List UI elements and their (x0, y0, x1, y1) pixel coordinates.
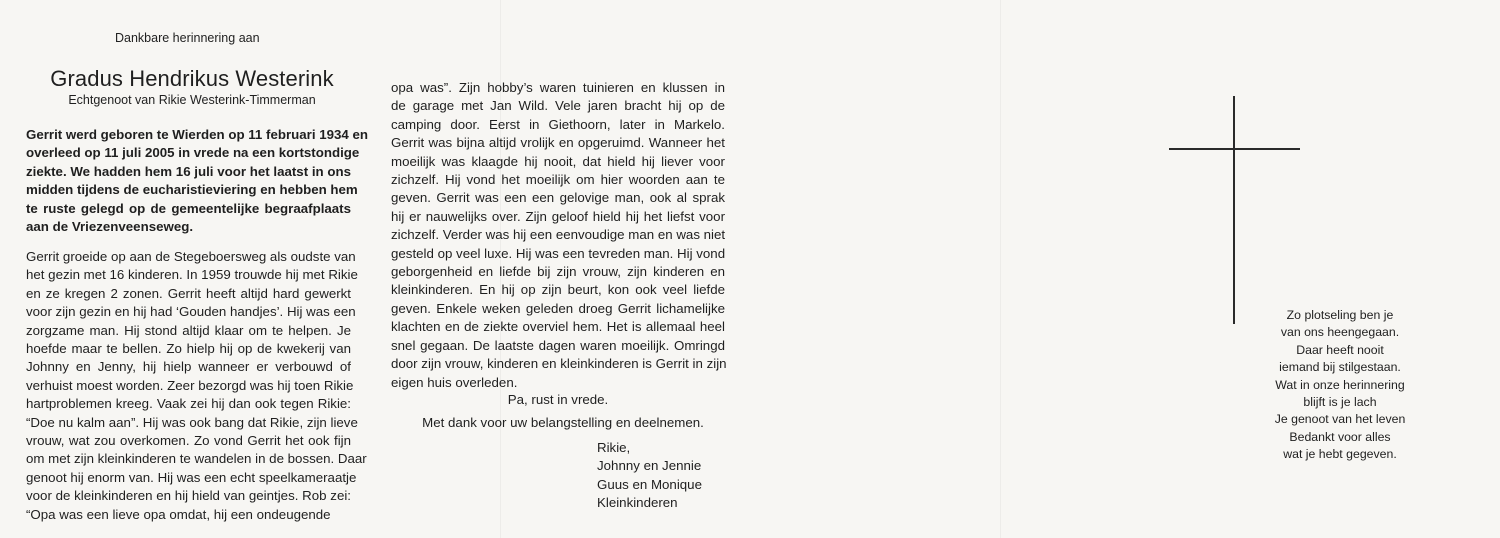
text-line: Johnny en Jenny, hij hielp wanneer er verbouwd of (26, 359, 351, 375)
text-line: voor de kleinkinderen en hij hield van geintjes. Rob zei: (26, 488, 351, 504)
poem-line: iemand bij stilgestaan. (1279, 360, 1401, 375)
lead-line: Gerrit werd geboren te Wierden op 11 februari 1934 en (26, 127, 369, 142)
poem-line: Wat in onze herinnering (1275, 377, 1405, 392)
fold-line (1000, 0, 1001, 538)
text-line: de garage met Jan Wild. Vele jaren bracht hij op de (391, 98, 725, 114)
poem-line: blijft is je lach (1303, 395, 1377, 410)
text-line: moeilijk was klaagde hij nooit, dat hield hij liever voor (391, 153, 725, 169)
rest-in-peace-line: Pa, rust in vrede. (507, 392, 609, 407)
lead-line: overleed op 11 juli 2005 in vrede na een kortstondige (26, 145, 360, 161)
text-line: geborgenheid en liefde bij zijn vrouw, zijn kinderen en (391, 264, 725, 280)
poem-line: van ons heengegaan. (1280, 325, 1400, 340)
poem-line: Bedankt voor alles (1289, 429, 1391, 444)
text-line: genoot hij enorm van. Hij was een echt speelkameraatje (26, 469, 357, 485)
text-line: en ze kregen 2 zonen. Gerrit heeft altijd hard gewerkt (26, 285, 351, 301)
poem-line: Daar heeft nooit (1296, 342, 1384, 357)
lead-line: midden tijdens de eucharistieviering en hebben hem (26, 182, 358, 198)
memorial-poem (1266, 307, 1414, 464)
biography-part-2 (391, 79, 725, 392)
text-line: zichzelf. Verder was hij een eenvoudige man en was niet (391, 227, 726, 243)
lead-line: te ruste gelegd op de gemeentelijke begraafplaats (26, 200, 351, 216)
signoff-line: Kleinkinderen (597, 495, 678, 511)
text-line: snel gegaan. De laatste dagen waren moeilijk. Omringd (391, 337, 725, 353)
biography-part-1 (26, 248, 367, 524)
text-line: hoefde maar te bellen. Zo hielp hij op de kwekerij van (26, 341, 351, 357)
text-line: eigen huis overleden. (391, 374, 518, 390)
deceased-name: Gradus Hendrikus Westerink (50, 66, 334, 91)
text-line: Gerrit groeide op aan de Stegeboersweg als oudste van (26, 249, 356, 264)
signoff-line: Guus en Monique (597, 476, 702, 492)
text-line: hartproblemen kreeg. Vaak zei hij dan ook tegen Rikie: (26, 396, 351, 412)
text-line: opa was”. Zijn hobby’s waren tuinieren en klussen in (391, 80, 725, 95)
text-line: het gezin met 16 kinderen. In 1959 trouwde hij met Rikie (26, 267, 358, 283)
text-line: door zijn vrouw, kinderen en kleinkinderen is Gerrit in zijn (391, 356, 727, 372)
family-signoff (597, 439, 702, 513)
signoff-line: Johnny en Jennie (597, 458, 702, 474)
lead-line: aan de Vriezenveenseweg. (26, 219, 194, 235)
poem-line: Je genoot van het leven (1274, 412, 1406, 427)
cross-icon-bar (1169, 148, 1300, 150)
text-line: gesteld op veel luxe. Hij was een tevreden man. Hij vond (391, 245, 726, 261)
cross-icon (1233, 96, 1235, 324)
text-line: zichzelf. Hij vond het moeilijk om hier woorden aan te (391, 172, 725, 188)
text-line: klachten en de ziekte overviel hem. Het is allemaal heel (391, 319, 725, 335)
spouse-subtitle: Echtgenoot van Rikie Westerink-Timmerman (68, 93, 316, 107)
text-line: voor zijn gezin en hij had ‘Gouden handjes’. Hij was een (26, 304, 356, 320)
text-line: kleinkinderen. En hij op zijn beurt, kon ook veel liefde (391, 282, 725, 298)
text-line: “Doe nu kalm aan”. Hij was ook bang dat Rikie, zijn lieve (26, 414, 358, 430)
text-line: “Opa was een lieve opa omdat, hij een ondeugende (26, 506, 331, 522)
poem-line: Zo plotseling ben je (1286, 308, 1394, 322)
text-line: hij er nauwelijks over. Zijn geloof hield hij het liefst voor (391, 208, 725, 224)
text-line: camping door. Eerst in Giethoorn, later in Markelo. (391, 116, 725, 132)
text-line: om met zijn kleinkinderen te wandelen in de bossen. Daar (26, 451, 367, 467)
lead-line: ziekte. We hadden hem 16 juli voor het laatst in ons (26, 163, 351, 179)
text-line: vrouw, wat zou overkomen. Zo vond Gerrit het ook fijn (26, 433, 351, 449)
text-line: geven. Enkele weken geleden droeg Gerrit lichamelijke (391, 300, 725, 316)
text-line: Gerrit was bijna altijd vrolijk en opgeruimd. Wanneer het (391, 135, 725, 151)
signoff-line: Rikie, (597, 440, 631, 455)
text-line: zorgzame man. Hij stond altijd klaar om te helpen. Je (26, 322, 351, 338)
lead-paragraph (26, 126, 369, 236)
thanks-line: Met dank voor uw belangstelling en deelnemen. (422, 415, 704, 430)
text-line: verhuist moest worden. Zeer bezorgd was hij toen Rikie (26, 377, 354, 393)
text-line: geven. Gerrit was een een gelovige man, ook al sprak (391, 190, 725, 206)
poem-line: wat je hebt gegeven. (1283, 447, 1397, 462)
intro-text: Dankbare herinnering aan (115, 31, 260, 45)
